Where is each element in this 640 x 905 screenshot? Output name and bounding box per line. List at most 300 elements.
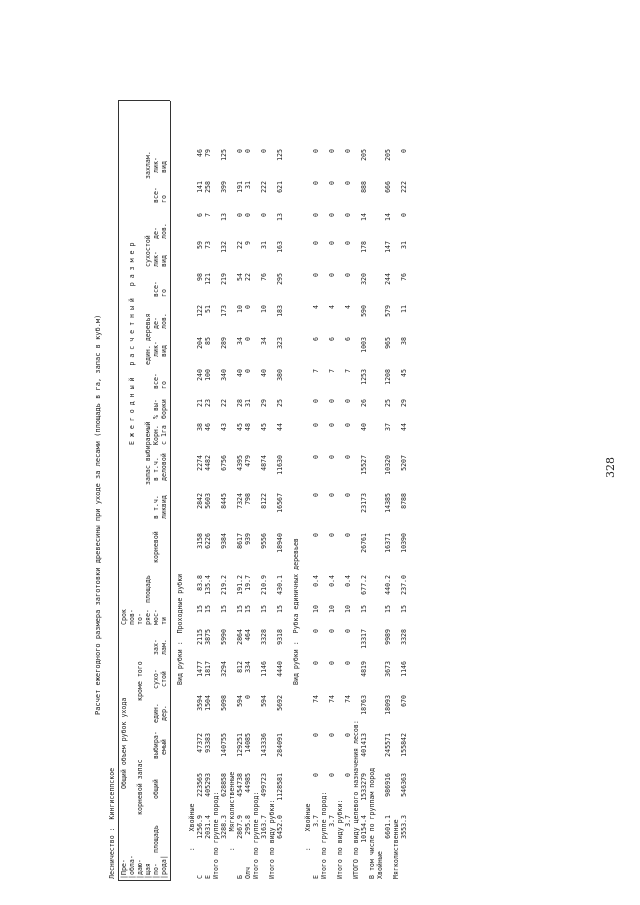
row-value: 0 xyxy=(312,399,320,403)
row-value: 15 xyxy=(204,605,212,613)
row-value: 2115 xyxy=(196,629,204,645)
row-value: 464 xyxy=(244,629,252,641)
row-value: 222 xyxy=(400,181,408,193)
header-species-label: |даю- xyxy=(136,859,144,879)
row-label: Итого по группе пород: xyxy=(212,791,220,879)
row-value: 38 xyxy=(400,337,408,345)
row-value: 14385 xyxy=(384,493,392,513)
row-value: 6452.0 xyxy=(276,815,284,839)
row-value: 1146 xyxy=(400,661,408,677)
row-value: 3553.3 xyxy=(400,815,408,839)
row-value: 15 xyxy=(196,605,204,613)
row-value: 44 xyxy=(276,423,284,431)
row-value: 0 xyxy=(312,629,320,633)
row-value: 25 xyxy=(384,399,392,407)
row-value: 129251 xyxy=(236,733,244,757)
row-label: Олч xyxy=(244,867,252,879)
row-value: 0 xyxy=(312,273,320,277)
row-label: Итого по группе пород: xyxy=(320,791,328,879)
row-value: 79 xyxy=(204,149,212,157)
row-value: 9384 xyxy=(220,533,228,549)
row-value: 121 xyxy=(204,273,212,285)
row-value: 51 xyxy=(204,305,212,313)
row-value: 3.7 xyxy=(328,815,336,827)
row-value: 15 xyxy=(260,605,268,613)
row-value: 173 xyxy=(220,305,228,317)
row-label: Итого по виду рубки: xyxy=(268,799,276,879)
row-value: 0 xyxy=(328,533,336,537)
row-value: 3158 xyxy=(196,533,204,549)
row-value: 8788 xyxy=(400,493,408,509)
row-value: 399 xyxy=(220,181,228,193)
row-value: 621 xyxy=(276,181,284,193)
row-value: 0 xyxy=(328,399,336,403)
section-thinning: Вид рубки : Проходные рубки xyxy=(176,573,184,685)
row-value: 40 xyxy=(260,369,268,377)
header-term: ти xyxy=(160,617,168,625)
row-value: 122 xyxy=(196,305,204,317)
row-value: 2031.4 xyxy=(204,815,212,839)
row-value: 0 xyxy=(260,213,268,217)
row-label: С xyxy=(196,875,204,879)
header-clutter-head: захлам. xyxy=(144,151,152,179)
row-value: 0 xyxy=(344,149,352,153)
row-value: 40 xyxy=(236,369,244,377)
row-value: 677.2 xyxy=(360,575,368,595)
row-value: 6 xyxy=(344,337,352,341)
row-value: 34 xyxy=(236,337,244,345)
row-value: 3288.3 xyxy=(220,815,228,839)
row-value: 8445 xyxy=(220,493,228,509)
header-clutter: лам. xyxy=(160,639,168,655)
header-incl-business: деловой xyxy=(160,453,168,481)
row-value: 11 xyxy=(400,305,408,313)
header-bus: лов. xyxy=(160,313,168,329)
row-label: : Хвойные xyxy=(188,803,196,879)
row-value: 48 xyxy=(244,423,252,431)
row-value: 29 xyxy=(260,399,268,407)
row-value: 479 xyxy=(244,455,252,467)
header-all: го xyxy=(160,289,168,297)
row-value: 31 xyxy=(244,181,252,189)
row-value: 0 xyxy=(328,493,336,497)
row-value: 295.8 xyxy=(244,815,252,835)
header-species-label: |Пре- xyxy=(120,859,128,879)
row-value: 204 xyxy=(196,337,204,349)
header-annual-size: Е ж е г о д н ы й р а с ч е т н ы й р а з м е р xyxy=(128,242,136,445)
row-value: 44 xyxy=(400,423,408,431)
row-value: 340 xyxy=(220,369,228,381)
row-value: 0 xyxy=(344,181,352,185)
row-value: 0.4 xyxy=(328,575,336,587)
row-value: 140755 xyxy=(220,733,228,757)
row-value: 0 xyxy=(344,533,352,537)
header-liq: вид xyxy=(160,255,168,267)
row-value: 289 xyxy=(220,337,228,349)
row-value: 13 xyxy=(220,213,228,221)
row-value: 5098 xyxy=(220,695,228,711)
row-value: 135.4 xyxy=(204,575,212,595)
row-value: 219 xyxy=(220,273,228,285)
row-label: Б xyxy=(236,875,244,879)
row-value: 10 xyxy=(236,305,244,313)
header-term: мос- xyxy=(152,609,160,625)
row-value: 401413 xyxy=(360,733,368,757)
row-value: 205 xyxy=(360,149,368,161)
row-value: 965 xyxy=(384,337,392,349)
header-dry: сухо- xyxy=(152,669,160,689)
row-value: 0 xyxy=(344,455,352,459)
row-value: 1128581 xyxy=(276,773,284,801)
row-value: 15 xyxy=(400,605,408,613)
row-value: 579 xyxy=(384,305,392,317)
row-value: 45 xyxy=(400,369,408,377)
row-value: 93383 xyxy=(204,733,212,753)
row-value: 15 xyxy=(276,605,284,613)
row-value: 0 xyxy=(312,733,320,737)
row-value: 3875 xyxy=(204,629,212,645)
section-single-trees: Вид рубки : Рубка единичных деревьев xyxy=(292,538,300,685)
row-value: 8617 xyxy=(236,533,244,549)
header-species-label: |обла- xyxy=(128,855,136,879)
row-value: 210.9 xyxy=(260,575,268,595)
row-label: Хвойные xyxy=(376,851,384,879)
header-clutter: зах- xyxy=(152,639,160,655)
row-value: 0 xyxy=(236,149,244,153)
header-top-rule xyxy=(118,101,119,881)
row-value: 7 xyxy=(312,369,320,373)
row-value: 59 xyxy=(196,241,204,249)
row-value: 1256.9 xyxy=(196,815,204,839)
row-value: 244 xyxy=(384,273,392,285)
row-value: 9556 xyxy=(260,533,268,549)
row-value: 34 xyxy=(260,337,268,345)
row-value: 4395 xyxy=(236,455,244,471)
header-incl-business: в т.ч. xyxy=(152,457,160,481)
header-term: ряе- xyxy=(144,609,152,625)
header-liq: вид xyxy=(160,161,168,173)
row-value: 10154.4 xyxy=(360,815,368,843)
row-value: 334 xyxy=(244,661,252,673)
row-value: 14085 xyxy=(244,733,252,753)
row-value: 0 xyxy=(328,241,336,245)
row-value: 0 xyxy=(344,733,352,737)
header-left-rule xyxy=(118,880,170,881)
row-value: 4440 xyxy=(276,661,284,677)
row-value: 38 xyxy=(196,423,204,431)
row-value: 0 xyxy=(328,629,336,633)
row-value: 812 xyxy=(236,661,244,673)
row-value: 0 xyxy=(236,213,244,217)
row-value: 3163.7 xyxy=(260,815,268,839)
row-value: 9318 xyxy=(276,629,284,645)
header-single-trees: един. деревья xyxy=(144,313,152,365)
row-value: 219.2 xyxy=(220,575,228,595)
row-value: 31 xyxy=(244,399,252,407)
header-root-stock: корневой запас xyxy=(136,759,144,815)
row-value: 47372 xyxy=(196,733,204,753)
row-value: 15 xyxy=(244,605,252,613)
row-value: 9 xyxy=(244,241,252,245)
row-value: 0 xyxy=(344,273,352,277)
row-value: 0 xyxy=(260,149,268,153)
row-value: 23 xyxy=(204,399,212,407)
row-value: 15527 xyxy=(360,455,368,475)
row-value: 4874 xyxy=(260,455,268,471)
row-value: 2842 xyxy=(196,493,204,509)
row-value: 44985 xyxy=(244,773,252,793)
header-pct: % вы- xyxy=(152,399,160,419)
row-value: 5603 xyxy=(204,493,212,509)
header-except-total: кроме того xyxy=(136,661,144,701)
row-value: 223565 xyxy=(196,773,204,797)
header-dry-head: сухостой xyxy=(144,235,152,267)
row-value: 0 xyxy=(312,533,320,537)
row-value: 74 xyxy=(344,695,352,703)
row-value: 0 xyxy=(400,149,408,153)
row-value: 3.7 xyxy=(312,815,320,827)
row-value: 74 xyxy=(312,695,320,703)
header-liq: лик- xyxy=(152,157,160,173)
row-value: 15 xyxy=(360,605,368,613)
row-value: 0 xyxy=(244,337,252,341)
row-value: 4819 xyxy=(360,661,368,677)
row-label: Итого по виду рубки: xyxy=(336,799,344,879)
row-value: 1477 xyxy=(196,661,204,677)
row-value: 295 xyxy=(276,273,284,285)
row-value: 0 xyxy=(312,423,320,427)
row-value: 14 xyxy=(384,213,392,221)
row-label: Е xyxy=(312,875,320,879)
row-value: 986916 xyxy=(384,773,392,797)
header-dry: стой xyxy=(160,671,168,687)
row-value: 3328 xyxy=(400,629,408,645)
header-term: то- xyxy=(136,613,144,625)
row-value: 0 xyxy=(400,213,408,217)
row-value: 2864 xyxy=(236,629,244,645)
row-value: 0 xyxy=(344,773,352,777)
row-value: 26 xyxy=(360,399,368,407)
row-value: 163 xyxy=(276,241,284,253)
rotated-table-sheet xyxy=(92,85,492,885)
header-area-label: площадь xyxy=(152,825,160,853)
row-value: 3673 xyxy=(384,661,392,677)
row-value: 10 xyxy=(328,605,336,613)
row-value: 0 xyxy=(312,213,320,217)
row-value: 4 xyxy=(344,305,352,309)
row-value: 9989 xyxy=(384,629,392,645)
row-value: 15 xyxy=(384,605,392,613)
row-value: 798 xyxy=(244,493,252,505)
row-value: 22 xyxy=(220,399,228,407)
row-value: 670 xyxy=(400,695,408,707)
row-value: 15 xyxy=(220,605,228,613)
row-value: 22 xyxy=(236,241,244,249)
row-value: 22 xyxy=(244,273,252,281)
header-species-label: |по- xyxy=(152,863,160,879)
forestry-label: Лесничество : Кингисеппское xyxy=(108,767,116,879)
header-term: пов- xyxy=(128,609,136,625)
row-value: 191 xyxy=(236,181,244,193)
row-value: 26761 xyxy=(360,533,368,553)
row-value: 16567 xyxy=(276,493,284,513)
row-value: 237.0 xyxy=(400,575,408,595)
row-value: 98 xyxy=(196,273,204,281)
row-label: В том числе по группам пород xyxy=(368,767,376,879)
row-label: : Хвойные xyxy=(304,803,312,879)
row-value: 7 xyxy=(204,213,212,217)
row-value: 29 xyxy=(400,399,408,407)
header-selected-stock: запас выбираемый xyxy=(144,421,152,485)
row-value: 5692 xyxy=(276,695,284,711)
row-value: 0 xyxy=(312,149,320,153)
row-value: 4482 xyxy=(204,455,212,471)
row-value: 1504 xyxy=(204,695,212,711)
row-value: 245571 xyxy=(384,733,392,757)
header-bus: лов. xyxy=(160,223,168,239)
row-value: 18940 xyxy=(276,533,284,553)
row-value: 18763 xyxy=(360,695,368,715)
row-label: : Мягколиственные xyxy=(228,771,236,879)
row-value: 16371 xyxy=(384,533,392,553)
row-value: 40 xyxy=(360,423,368,431)
header-all: го xyxy=(160,381,168,389)
row-value: 0 xyxy=(344,399,352,403)
row-value: 284091 xyxy=(276,733,284,757)
header-single: дер. xyxy=(160,705,168,721)
row-value: 178 xyxy=(360,241,368,253)
row-value: 155842 xyxy=(400,733,408,757)
header-liq: лик- xyxy=(152,341,160,357)
row-value: 0 xyxy=(244,369,252,373)
row-value: 21 xyxy=(196,399,204,407)
row-value: 0 xyxy=(344,493,352,497)
row-value: 0 xyxy=(328,423,336,427)
row-value: 10 xyxy=(260,305,268,313)
row-value: 0 xyxy=(328,661,336,665)
header-all: все- xyxy=(152,187,160,203)
row-value: 10 xyxy=(312,605,320,613)
row-value: 0 xyxy=(344,213,352,217)
row-value: 0 xyxy=(328,455,336,459)
row-value: 85 xyxy=(204,337,212,345)
row-value: 0 xyxy=(312,241,320,245)
row-value: 499723 xyxy=(260,773,268,797)
row-value: 13 xyxy=(276,213,284,221)
row-value: 76 xyxy=(260,273,268,281)
row-value: 6 xyxy=(312,337,320,341)
row-value: 430.1 xyxy=(276,575,284,595)
row-value: 1146 xyxy=(260,661,268,677)
header-root: корневой xyxy=(152,531,160,563)
row-value: 45 xyxy=(236,423,244,431)
row-value: 666 xyxy=(384,181,392,193)
row-value: 183 xyxy=(276,305,284,317)
row-value: 0 xyxy=(344,241,352,245)
row-value: 73 xyxy=(204,241,212,249)
row-value: 83.8 xyxy=(196,575,204,591)
header-species-label: |рода| xyxy=(160,855,168,879)
row-value: 440.2 xyxy=(384,575,392,595)
row-value: 7324 xyxy=(236,493,244,509)
header-selective: емый xyxy=(160,739,168,755)
row-value: 628858 xyxy=(220,773,228,797)
row-value: 0 xyxy=(312,455,320,459)
row-value: 205 xyxy=(384,149,392,161)
row-value: 240 xyxy=(196,369,204,381)
row-value: 0 xyxy=(344,661,352,665)
row-value: 0 xyxy=(312,181,320,185)
row-value: 0 xyxy=(244,305,252,309)
header-incl-liquid: ликвид xyxy=(160,495,168,519)
row-value: 10320 xyxy=(384,455,392,475)
row-value: 380 xyxy=(276,369,284,381)
row-value: 125 xyxy=(220,149,228,161)
header-corn: с 1га xyxy=(160,425,168,445)
row-value: 222 xyxy=(260,181,268,193)
row-value: 45 xyxy=(260,423,268,431)
row-value: 14 xyxy=(360,213,368,221)
row-value: 19.7 xyxy=(244,575,252,591)
row-value: 10390 xyxy=(400,533,408,553)
row-value: 6 xyxy=(196,213,204,217)
header-corn: Корн. xyxy=(152,425,160,445)
row-value: 74 xyxy=(328,695,336,703)
row-value: 100 xyxy=(204,369,212,381)
row-value: 3294 xyxy=(220,661,228,677)
row-value: 0 xyxy=(328,273,336,277)
row-value: 23173 xyxy=(360,493,368,513)
row-value: 0 xyxy=(328,149,336,153)
row-value: 147 xyxy=(384,241,392,253)
row-value: 0 xyxy=(328,213,336,217)
row-label: ИТОГО по виду целевого назначения лесов: xyxy=(352,720,360,879)
row-value: 888 xyxy=(360,181,368,193)
row-value: 0 xyxy=(328,181,336,185)
row-value: 1817 xyxy=(204,661,212,677)
row-value: 1003 xyxy=(360,337,368,353)
row-value: 3328 xyxy=(260,629,268,645)
header-bus: де- xyxy=(152,227,160,239)
row-value: 18093 xyxy=(384,695,392,715)
header-bus: де- xyxy=(152,317,160,329)
row-value: 454738 xyxy=(236,773,244,797)
row-value: 10 xyxy=(344,605,352,613)
row-value: 6756 xyxy=(220,455,228,471)
header-liq: вид xyxy=(160,345,168,357)
row-value: 25 xyxy=(276,399,284,407)
row-label: Е xyxy=(204,875,212,879)
row-value: 0 xyxy=(312,661,320,665)
row-value: 7 xyxy=(328,369,336,373)
row-value: 143336 xyxy=(260,733,268,757)
row-value: 0 xyxy=(344,423,352,427)
header-species-label: |щая xyxy=(144,863,152,879)
row-value: 6601.1 xyxy=(384,815,392,839)
row-label: Итого по группе пород: xyxy=(252,791,260,879)
row-value: 2274 xyxy=(196,455,204,471)
row-value: 76 xyxy=(400,273,408,281)
row-value: 0 xyxy=(328,733,336,737)
page-number: 328 xyxy=(604,457,617,478)
header-right-rule xyxy=(118,100,170,101)
header-area: площадь xyxy=(144,575,152,603)
row-value: 7 xyxy=(344,369,352,373)
row-value: 594 xyxy=(236,695,244,707)
row-value: 0.4 xyxy=(312,575,320,587)
document-title: Расчет ежегодного размера заготовки древесины при уходе за лесами (площадь в га, запас в куб.м) xyxy=(94,314,102,715)
row-value: 37 xyxy=(384,423,392,431)
